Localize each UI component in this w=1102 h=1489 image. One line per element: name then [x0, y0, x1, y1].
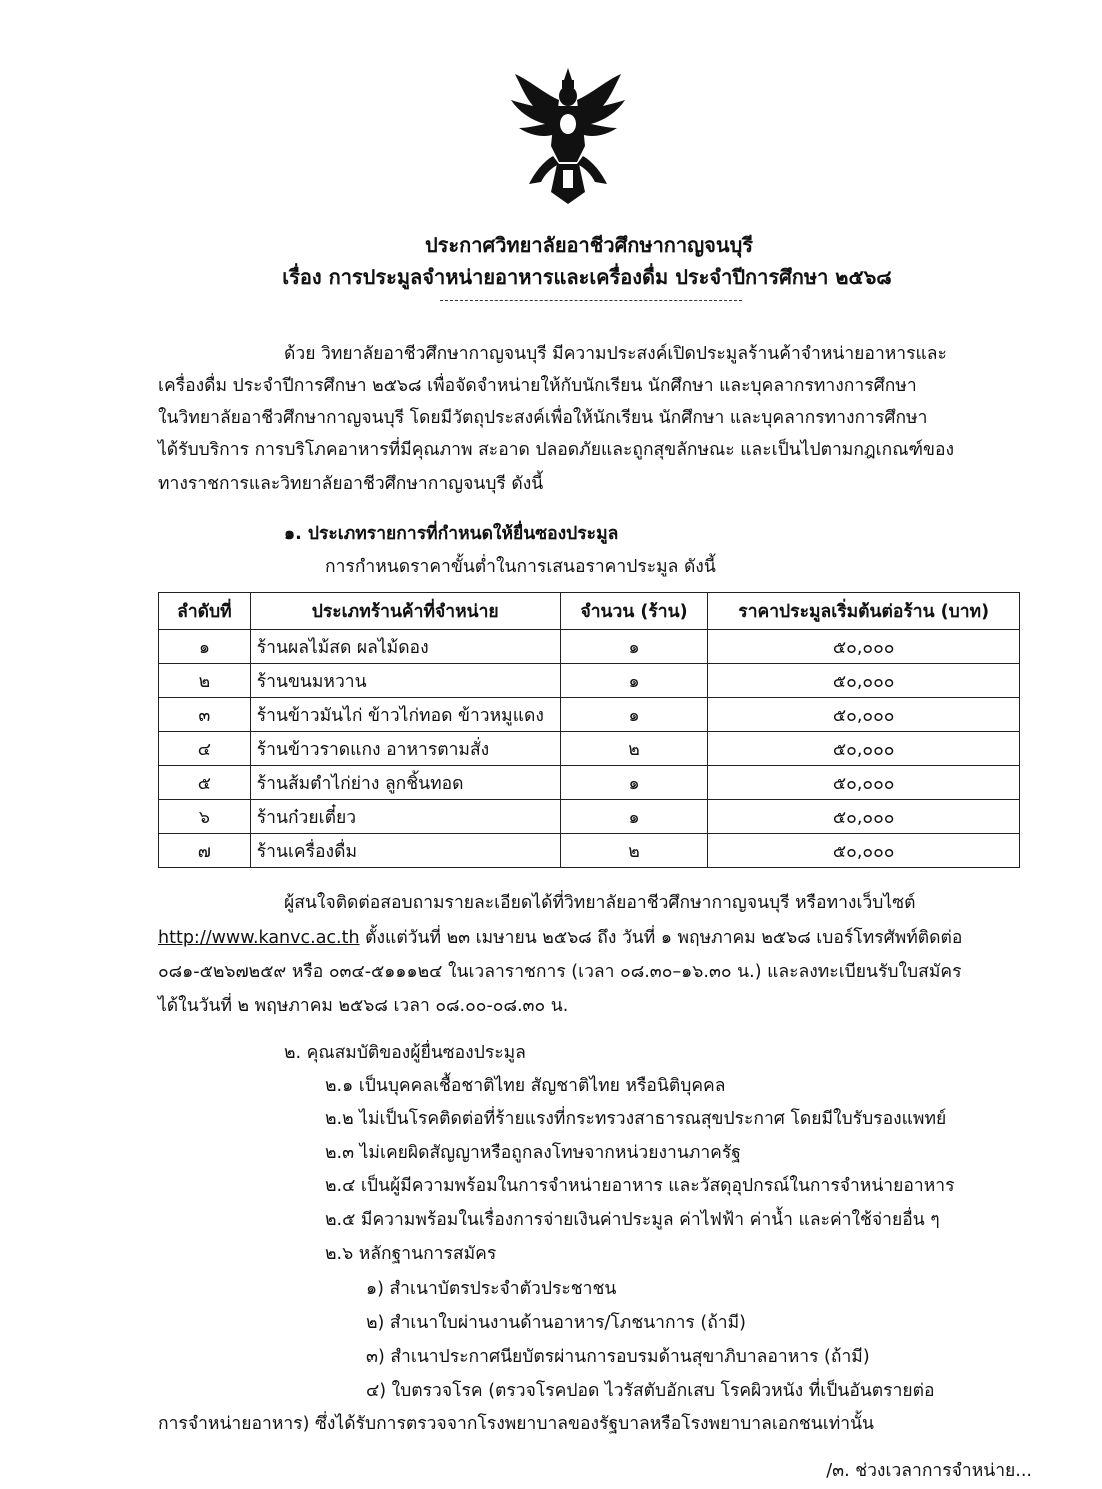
row-no: ๖: [159, 800, 251, 834]
contact-line-1: ผู้สนใจติดต่อสอบถามรายละเอียดได้ที่วิทยาลัยอาชีวศึกษากาญจนบุรี หรือทางเว็บไซต์: [284, 893, 916, 913]
evidence-item-continued: การจำหน่ายอาหาร) ซึ่งได้รับการตรวจจากโรงพยาบาลของรัฐบาลหรือโรงพยาบาลเอกชนเท่านั้น: [158, 1414, 875, 1434]
row-no: ๗: [159, 834, 251, 868]
row-count: ๑: [560, 766, 708, 800]
evidence-item: ๒) สำเนาใบผ่านงานด้านอาหาร/โภชนาการ (ถ้ามี): [366, 1313, 746, 1333]
qualification-item: ๒.๖ หลักฐานการสมัคร: [325, 1244, 497, 1264]
row-count: ๑: [560, 800, 708, 834]
row-shop-type: ร้านเครื่องดื่ม: [250, 834, 560, 868]
row-price: ๕๐,๐๐๐: [708, 698, 1020, 732]
table-row: [159, 766, 1020, 800]
header-price: ราคาประมูลเริ่มต้นต่อร้าน (บาท): [708, 593, 1020, 630]
intro-line-4: ได้รับบริการ การบริโภคอาหารที่มีคุณภาพ สะอาด ปลอดภัยและถูกสุขลักษณะ และเป็นไปตามกฎเกณฑ์ของ: [158, 440, 955, 460]
section-2-heading: ๒. คุณสมบัติของผู้ยื่นซองประมูล: [284, 1043, 526, 1063]
row-no: ๑: [159, 630, 251, 664]
contact-line-4: ได้ในวันที่ ๒ พฤษภาคม ๒๕๖๘ เวลา ๐๘.๐๐-๐๘.๓๐ น.: [158, 996, 569, 1016]
qualification-item: ๒.๕ มีความพร้อมในเรื่องการจ่ายเงินค่าประมูล ค่าไฟฟ้า ค่าน้ำ และค่าใช้จ่ายอื่น ๆ: [325, 1210, 940, 1230]
row-no: ๔: [159, 732, 251, 766]
announcement-title: ประกาศวิทยาลัยอาชีวศึกษากาญจนบุรี: [424, 233, 754, 257]
evidence-item: ๔) ใบตรวจโรค (ตรวจโรคปอด ไวรัสตับอักเสบ โรคผิวหนัง ที่เป็นอันตรายต่อ: [366, 1381, 935, 1401]
contact-line-2: [158, 921, 962, 956]
qualification-item: ๒.๔ เป็นผู้มีความพร้อมในการจำหน่ายอาหาร และวัสดุอุปกรณ์ในการจำหน่ายอาหาร: [325, 1176, 955, 1196]
row-count: ๑: [560, 664, 708, 698]
garuda-emblem-icon: [505, 66, 631, 206]
row-price: ๕๐,๐๐๐: [708, 834, 1020, 868]
header-shop-type: ประเภทร้านค้าที่จำหน่าย: [250, 593, 560, 630]
table-header-row: [159, 593, 1020, 630]
table-row: [159, 698, 1020, 732]
row-shop-type: ร้านผลไม้สด ผลไม้ดอง: [250, 630, 560, 664]
table-row: [159, 834, 1020, 868]
section-1-subtitle: การกำหนดราคาขั้นต่ำในการเสนอราคาประมูล ดังนี้: [325, 557, 716, 577]
row-count: ๒: [560, 834, 708, 868]
section-1-heading: ๑. ประเภทรายการที่กำหนดให้ยื่นซองประมูล: [284, 524, 619, 544]
row-count: ๑: [560, 630, 708, 664]
row-shop-type: ร้านข้าวมันไก่ ข้าวไก่ทอด ข้าวหมูแดง: [250, 698, 560, 732]
qualification-item: ๒.๒ ไม่เป็นโรคติดต่อที่ร้ายแรงที่กระทรวงสาธารณสุขประกาศ โดยมีใบรับรองแพทย์: [325, 1109, 947, 1129]
evidence-item: ๓) สำเนาประกาศนียบัตรผ่านการอบรมด้านสุขาภิบาลอาหาร (ถ้ามี): [366, 1347, 870, 1367]
row-no: ๒: [159, 664, 251, 698]
contact-dates: ตั้งแต่วันที่ ๒๓ เมษายน ๒๕๖๘ ถึง วันที่ ๑ พฤษภาคม ๒๕๖๘ เบอร์โทรศัพท์ติดต่อ: [359, 928, 963, 948]
row-price: ๕๐,๐๐๐: [708, 766, 1020, 800]
row-price: ๕๐,๐๐๐: [708, 800, 1020, 834]
row-count: ๒: [560, 732, 708, 766]
qualification-item: ๒.๓ ไม่เคยผิดสัญญาหรือถูกลงโทษจากหน่วยงานภาครัฐ: [325, 1143, 741, 1163]
row-shop-type: ร้านขนมหวาน: [250, 664, 560, 698]
row-price: ๕๐,๐๐๐: [708, 664, 1020, 698]
row-price: ๕๐,๐๐๐: [708, 732, 1020, 766]
contact-line-3: ๐๘๑-๕๒๖๗๒๕๙ หรือ ๐๓๔-๕๑๑๑๒๔ ในเวลาราชการ (เวลา ๐๘.๓๐–๑๖.๓๐ น.) และลงทะเบียนรับใบสมัคร: [158, 962, 962, 982]
row-shop-type: ร้านก๋วยเตี๋ยว: [250, 800, 560, 834]
table-row: [159, 800, 1020, 834]
evidence-item: ๑) สำเนาบัตรประจำตัวประชาชน: [366, 1279, 617, 1299]
row-shop-type: ร้านส้มตำไก่ย่าง ลูกชิ้นทอด: [250, 766, 560, 800]
announcement-subject: เรื่อง การประมูลจำหน่ายอาหารและเครื่องดื่ม ประจำปีการศึกษา ๒๕๖๘: [282, 265, 892, 289]
row-no: ๕: [159, 766, 251, 800]
header-no: ลำดับที่: [159, 593, 251, 630]
price-table: [158, 592, 1020, 868]
qualification-item: ๒.๑ เป็นบุคคลเชื้อชาติไทย สัญชาติไทย หรือนิติบุคคล: [325, 1076, 726, 1096]
intro-line-3: ในวิทยาลัยอาชีวศึกษากาญจนบุรี โดยมีวัตถุประสงค์เพื่อให้นักเรียน นักศึกษา และบุคลากรทางการศึกษา: [158, 408, 928, 428]
website-link[interactable]: http://www.kanvc.ac.th: [158, 928, 360, 948]
row-shop-type: ร้านข้าวราดแกง อาหารตามสั่ง: [250, 732, 560, 766]
next-page-marker: /๓. ช่วงเวลาการจำหน่าย...: [826, 1461, 1032, 1481]
header-count: จำนวน (ร้าน): [560, 593, 708, 630]
table-row: [159, 732, 1020, 766]
intro-line-1: ด้วย วิทยาลัยอาชีวศึกษากาญจนบุรี มีความประสงค์เปิดประมูลร้านค้าจำหน่ายอาหารและ: [284, 344, 947, 364]
table-row: [159, 664, 1020, 698]
intro-line-2: เครื่องดื่ม ประจำปีการศึกษา ๒๕๖๘ เพื่อจัดจำหน่ายให้กับนักเรียน นักศึกษา และบุคลากรทางการศึกษา: [158, 376, 917, 396]
row-no: ๓: [159, 698, 251, 732]
row-count: ๑: [560, 698, 708, 732]
table-row: [159, 630, 1020, 664]
title-divider: [440, 300, 742, 301]
intro-line-5: ทางราชการและวิทยาลัยอาชีวศึกษากาญจนบุรี ดังนี้: [158, 474, 544, 494]
row-price: ๕๐,๐๐๐: [708, 630, 1020, 664]
